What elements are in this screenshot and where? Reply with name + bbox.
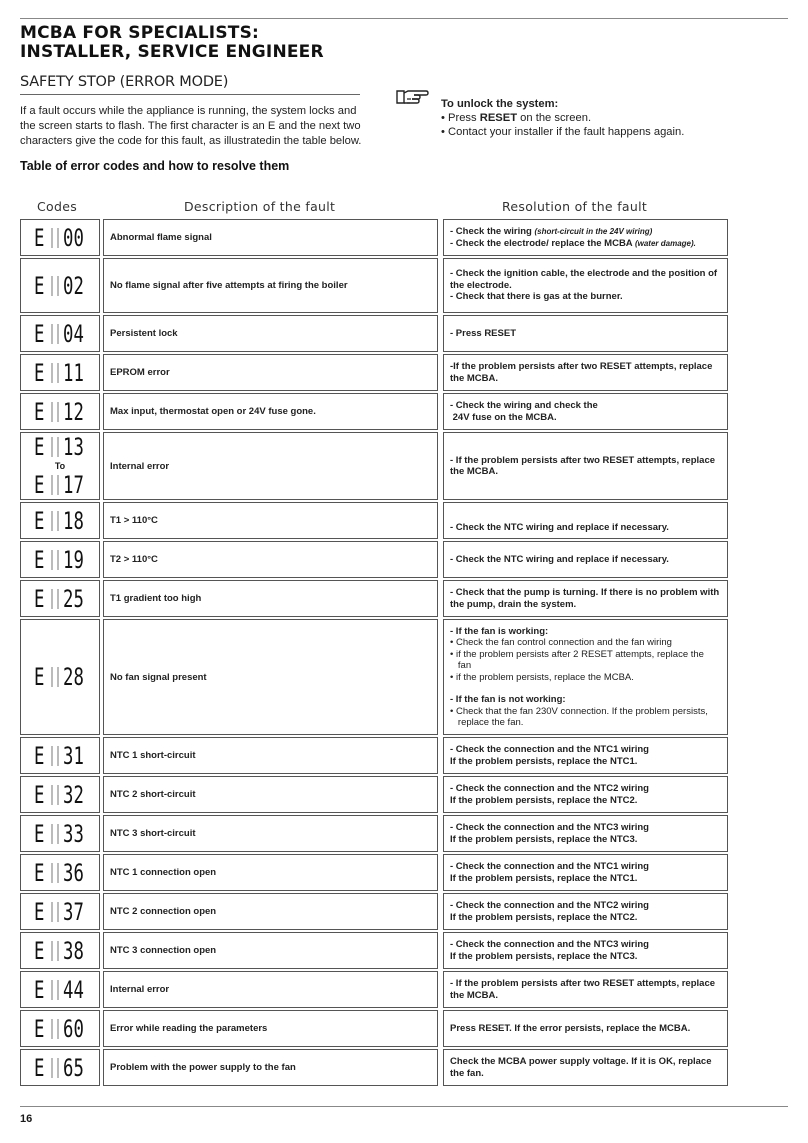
code-cell: [20, 854, 100, 891]
title-line-2: INSTALLER, SERVICE ENGINEER: [20, 42, 324, 62]
resolution-cell: -If the problem persists after two RESET attempts, replace the MCBA.: [443, 354, 728, 391]
resolution-cell: - If the fan is working: • Check the fan control connection and the fan wiring • if the problem persists after 2 RESET attempts, replace the fan • if the problem persists, replace the MCBA. - If the fan is not working: • Check that the fan 230V connection. If the problem persists, replace the fan.: [443, 619, 728, 735]
table-row: [20, 619, 728, 737]
segment-display: E 17: [34, 471, 84, 499]
column-header-codes: Codes: [37, 199, 78, 214]
resolution-cell: - Check the ignition cable, the electrode and the position of the electrode. - Check that there is gas at the burner.: [443, 258, 728, 313]
resolution-cell: - Check the wiring (short-circuit in the 24V wiring) - Check the electrode/ replace the MCBA (water damage).: [443, 219, 728, 256]
segment-display: E 00: [34, 223, 84, 252]
segment-display: E 60: [34, 1014, 84, 1043]
description-cell: Internal error: [103, 971, 438, 1008]
segment-display: E 65: [34, 1053, 84, 1082]
description-cell: NTC 2 short-circuit: [103, 776, 438, 813]
description-cell: NTC 1 connection open: [103, 854, 438, 891]
page-number: 16: [20, 1113, 33, 1125]
resolution-cell: - Check the connection and the NTC2 wiring If the problem persists, replace the NTC2.: [443, 776, 728, 813]
description-cell: No flame signal after five attempts at firing the boiler: [103, 258, 438, 313]
resolution-cell: - If the problem persists after two RESET attempts, replace the MCBA.: [443, 432, 728, 500]
segment-display: E 31: [34, 741, 84, 770]
segment-display: E 36: [34, 858, 84, 887]
table-row: [20, 971, 728, 1010]
resolution-cell: Press RESET. If the error persists, replace the MCBA.: [443, 1010, 728, 1047]
description-cell: Abnormal flame signal: [103, 219, 438, 256]
description-cell: T1 gradient too high: [103, 580, 438, 617]
code-cell: [20, 258, 100, 313]
code-cell: [20, 541, 100, 578]
table-row: [20, 432, 728, 502]
resolution-cell: - Check the connection and the NTC3 wiring If the problem persists, replace the NTC3.: [443, 932, 728, 969]
unlock-step-2: • Contact your installer if the fault happens again.: [441, 126, 685, 138]
table-title: Table of error codes and how to resolve them: [20, 159, 290, 173]
section-rule: [20, 94, 360, 95]
resolution-cell: - Check the connection and the NTC1 wiring If the problem persists, replace the NTC1.: [443, 854, 728, 891]
page-title: [20, 24, 324, 62]
table-row: [20, 932, 728, 971]
table-row: [20, 354, 728, 393]
table-row: [20, 1010, 728, 1049]
table-row: [20, 502, 728, 541]
footer-rule: [20, 1106, 788, 1107]
description-cell: Persistent lock: [103, 315, 438, 352]
table-row: [20, 1049, 728, 1088]
resolution-cell: - Check the wiring and check the 24V fuse on the MCBA.: [443, 393, 728, 430]
description-cell: Internal error: [103, 432, 438, 500]
resolution-cell: - Check the NTC wiring and replace if necessary.: [443, 502, 728, 539]
resolution-cell: - Press RESET: [443, 315, 728, 352]
code-cell: [20, 502, 100, 539]
segment-display: E 33: [34, 819, 84, 848]
code-cell: [20, 893, 100, 930]
code-cell: [20, 1010, 100, 1047]
description-cell: T1 > 110°C: [103, 502, 438, 539]
segment-display: E 13: [34, 433, 84, 461]
table-row: [20, 219, 728, 258]
segment-display: E 04: [34, 319, 84, 348]
description-cell: No fan signal present: [103, 619, 438, 735]
code-cell: [20, 971, 100, 1008]
range-label: To: [54, 461, 66, 471]
table-row: [20, 580, 728, 619]
segment-display: E 18: [34, 506, 84, 535]
code-cell: [20, 619, 100, 735]
code-cell: [20, 393, 100, 430]
table-row: [20, 541, 728, 580]
resolution-cell: - Check the connection and the NTC1 wiring If the problem persists, replace the NTC1.: [443, 737, 728, 774]
segment-display: E 28: [34, 663, 84, 691]
table-row: [20, 315, 728, 354]
table-row: [20, 893, 728, 932]
unlock-instructions: [441, 97, 684, 139]
segment-display: E 37: [34, 897, 84, 926]
description-cell: Problem with the power supply to the fan: [103, 1049, 438, 1086]
resolution-cell: - Check the connection and the NTC2 wiring If the problem persists, replace the NTC2.: [443, 893, 728, 930]
segment-display: E 25: [34, 584, 84, 613]
resolution-cell: - Check that the pump is turning. If there is no problem with the pump, drain the system.: [443, 580, 728, 617]
description-cell: T2 > 110°C: [103, 541, 438, 578]
description-cell: NTC 2 connection open: [103, 893, 438, 930]
code-cell: [20, 815, 100, 852]
table-row: [20, 854, 728, 893]
table-row: [20, 815, 728, 854]
column-header-resolution: Resolution of the fault: [502, 199, 648, 214]
code-cell: [20, 219, 100, 256]
description-cell: Max input, thermostat open or 24V fuse gone.: [103, 393, 438, 430]
code-cell: [20, 580, 100, 617]
intro-paragraph: If a fault occurs while the appliance is running, the system locks and the screen starts to flash. The first character is an E and the next two characters give the code for this fault, as illustratedin the table below.: [20, 105, 362, 147]
segment-display: E 19: [34, 545, 84, 574]
segment-display: E 44: [34, 975, 84, 1004]
code-cell: [20, 737, 100, 774]
pointing-hand-icon: [395, 87, 429, 107]
description-cell: NTC 3 short-circuit: [103, 815, 438, 852]
code-cell: [20, 315, 100, 352]
unlock-step-1: • Press RESET on the screen.: [441, 112, 592, 124]
column-header-description: Description of the fault: [184, 199, 336, 214]
unlock-heading: To unlock the system:: [441, 98, 559, 110]
error-code-table: [20, 219, 728, 1088]
title-line-1: MCBA FOR SPECIALISTS:: [20, 23, 260, 43]
resolution-cell: - If the problem persists after two RESET attempts, replace the MCBA.: [443, 971, 728, 1008]
description-cell: EPROM error: [103, 354, 438, 391]
description-cell: NTC 3 connection open: [103, 932, 438, 969]
segment-display: E 11: [34, 358, 84, 387]
code-cell: [20, 1049, 100, 1086]
segment-display: E 12: [34, 397, 84, 426]
code-cell: [20, 432, 100, 500]
resolution-cell: - Check the NTC wiring and replace if necessary.: [443, 541, 728, 578]
code-cell: [20, 776, 100, 813]
table-row: [20, 258, 728, 315]
section-title: SAFETY STOP (ERROR MODE): [20, 74, 229, 90]
table-row: [20, 776, 728, 815]
segment-display: E 32: [34, 780, 84, 809]
resolution-cell: Check the MCBA power supply voltage. If it is OK, replace the fan.: [443, 1049, 728, 1086]
description-cell: NTC 1 short-circuit: [103, 737, 438, 774]
header-rule: [20, 18, 788, 19]
table-row: [20, 393, 728, 432]
description-cell: Error while reading the parameters: [103, 1010, 438, 1047]
segment-display: E 38: [34, 936, 84, 965]
table-row: [20, 737, 728, 776]
segment-display: E 02: [34, 271, 84, 300]
code-cell: [20, 932, 100, 969]
resolution-cell: - Check the connection and the NTC3 wiring If the problem persists, replace the NTC3.: [443, 815, 728, 852]
code-cell: [20, 354, 100, 391]
